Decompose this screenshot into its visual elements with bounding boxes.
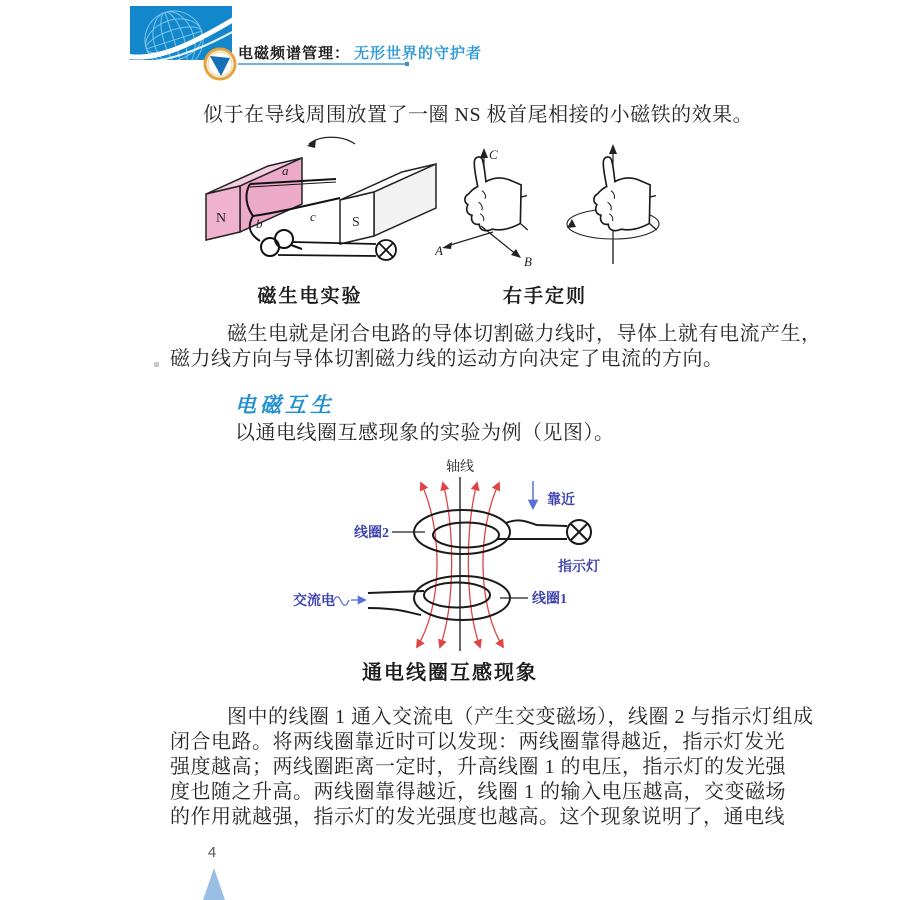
- paragraph-magnetism-line: 磁力线方向与导体切割磁力线的运动方向决定了电流的方向。: [170, 348, 724, 370]
- axis-c-label: C: [489, 147, 498, 162]
- indicator-lamp-icon: [567, 520, 591, 544]
- paragraph-experiment-line: 强度越高；两线圈距离一定时，升高线圈 1 的电压，指示灯的发光强: [170, 756, 786, 778]
- coil1-label: 线圈1: [532, 592, 567, 607]
- paragraph-experiment-line: 图中的线圈 1 通入交流电（产生交变磁场），线圈 2 与指示灯组成: [227, 706, 814, 728]
- right-hand-rule-figure: [435, 136, 675, 281]
- sine-wave-icon: [333, 597, 349, 606]
- section-heading: 电磁互生: [235, 393, 335, 417]
- ac-power-label: 交流电: [293, 594, 335, 609]
- footer-triangle-ornament: [203, 868, 225, 900]
- coil2-label: 线圈2: [354, 526, 389, 541]
- header-underline-dot: [405, 62, 409, 66]
- s-magnet: [340, 164, 436, 244]
- right-hand-axes: [435, 147, 532, 269]
- book-title: [238, 42, 482, 63]
- right-hand-rotation: [567, 144, 659, 264]
- circuit-wires: [278, 242, 376, 256]
- axis-a-label: A: [435, 243, 443, 258]
- header-underline: [238, 63, 406, 65]
- wire-rings: [261, 230, 302, 256]
- book-title-main: 电磁频谱管理：: [238, 45, 351, 62]
- coil-figure-caption: 通电线圈互感现象: [362, 662, 538, 684]
- intro-line: 似于在导线周围放置了一圈 NS 极首尾相接的小磁铁的效果。: [203, 104, 754, 126]
- coil-induction-figure: [285, 455, 620, 655]
- paragraph-experiment-line: 的作用就越强，指示灯的发光强度也越高。这个现象说明了，通电线: [170, 806, 785, 828]
- n-pole-label: N: [216, 211, 227, 226]
- scan-artifact: [154, 362, 159, 367]
- page-number: 4: [207, 844, 217, 861]
- hand-figure-caption: 右手定则: [502, 286, 587, 307]
- approach-label: 靠近: [547, 493, 575, 508]
- publisher-logo-icon: [203, 47, 237, 81]
- s-pole-label: S: [352, 215, 360, 230]
- point-b-label: b: [256, 216, 263, 231]
- paragraph-experiment-line: 闭合电路。将两线圈靠近时可以发现：两线圈靠得越近，指示灯发光: [170, 731, 785, 753]
- magnet-figure-caption: 磁生电实验: [257, 286, 363, 307]
- paragraph-magnetism-line: 磁生电就是闭合电路的导体切割磁力线时，导体上就有电流产生，: [227, 323, 822, 345]
- section-lead: 以通电线圈互感现象的实验为例（见图）。: [235, 422, 615, 444]
- point-c-label: c: [310, 209, 316, 224]
- axis-b-label: B: [524, 254, 532, 269]
- axis-label: 轴线: [446, 460, 474, 475]
- point-a-label: a: [282, 163, 289, 178]
- magnet-experiment-figure: [190, 136, 440, 281]
- paragraph-experiment-line: 度也随之升高。两线圈靠得越近，线圈 1 的输入电压越高，交变磁场: [170, 781, 786, 803]
- book-title-subtitle: 无形世界的守护者: [354, 45, 483, 62]
- lamp-icon: [376, 240, 396, 260]
- indicator-lamp-label: 指示灯: [558, 560, 600, 575]
- rotation-arrow-icon: [309, 137, 355, 144]
